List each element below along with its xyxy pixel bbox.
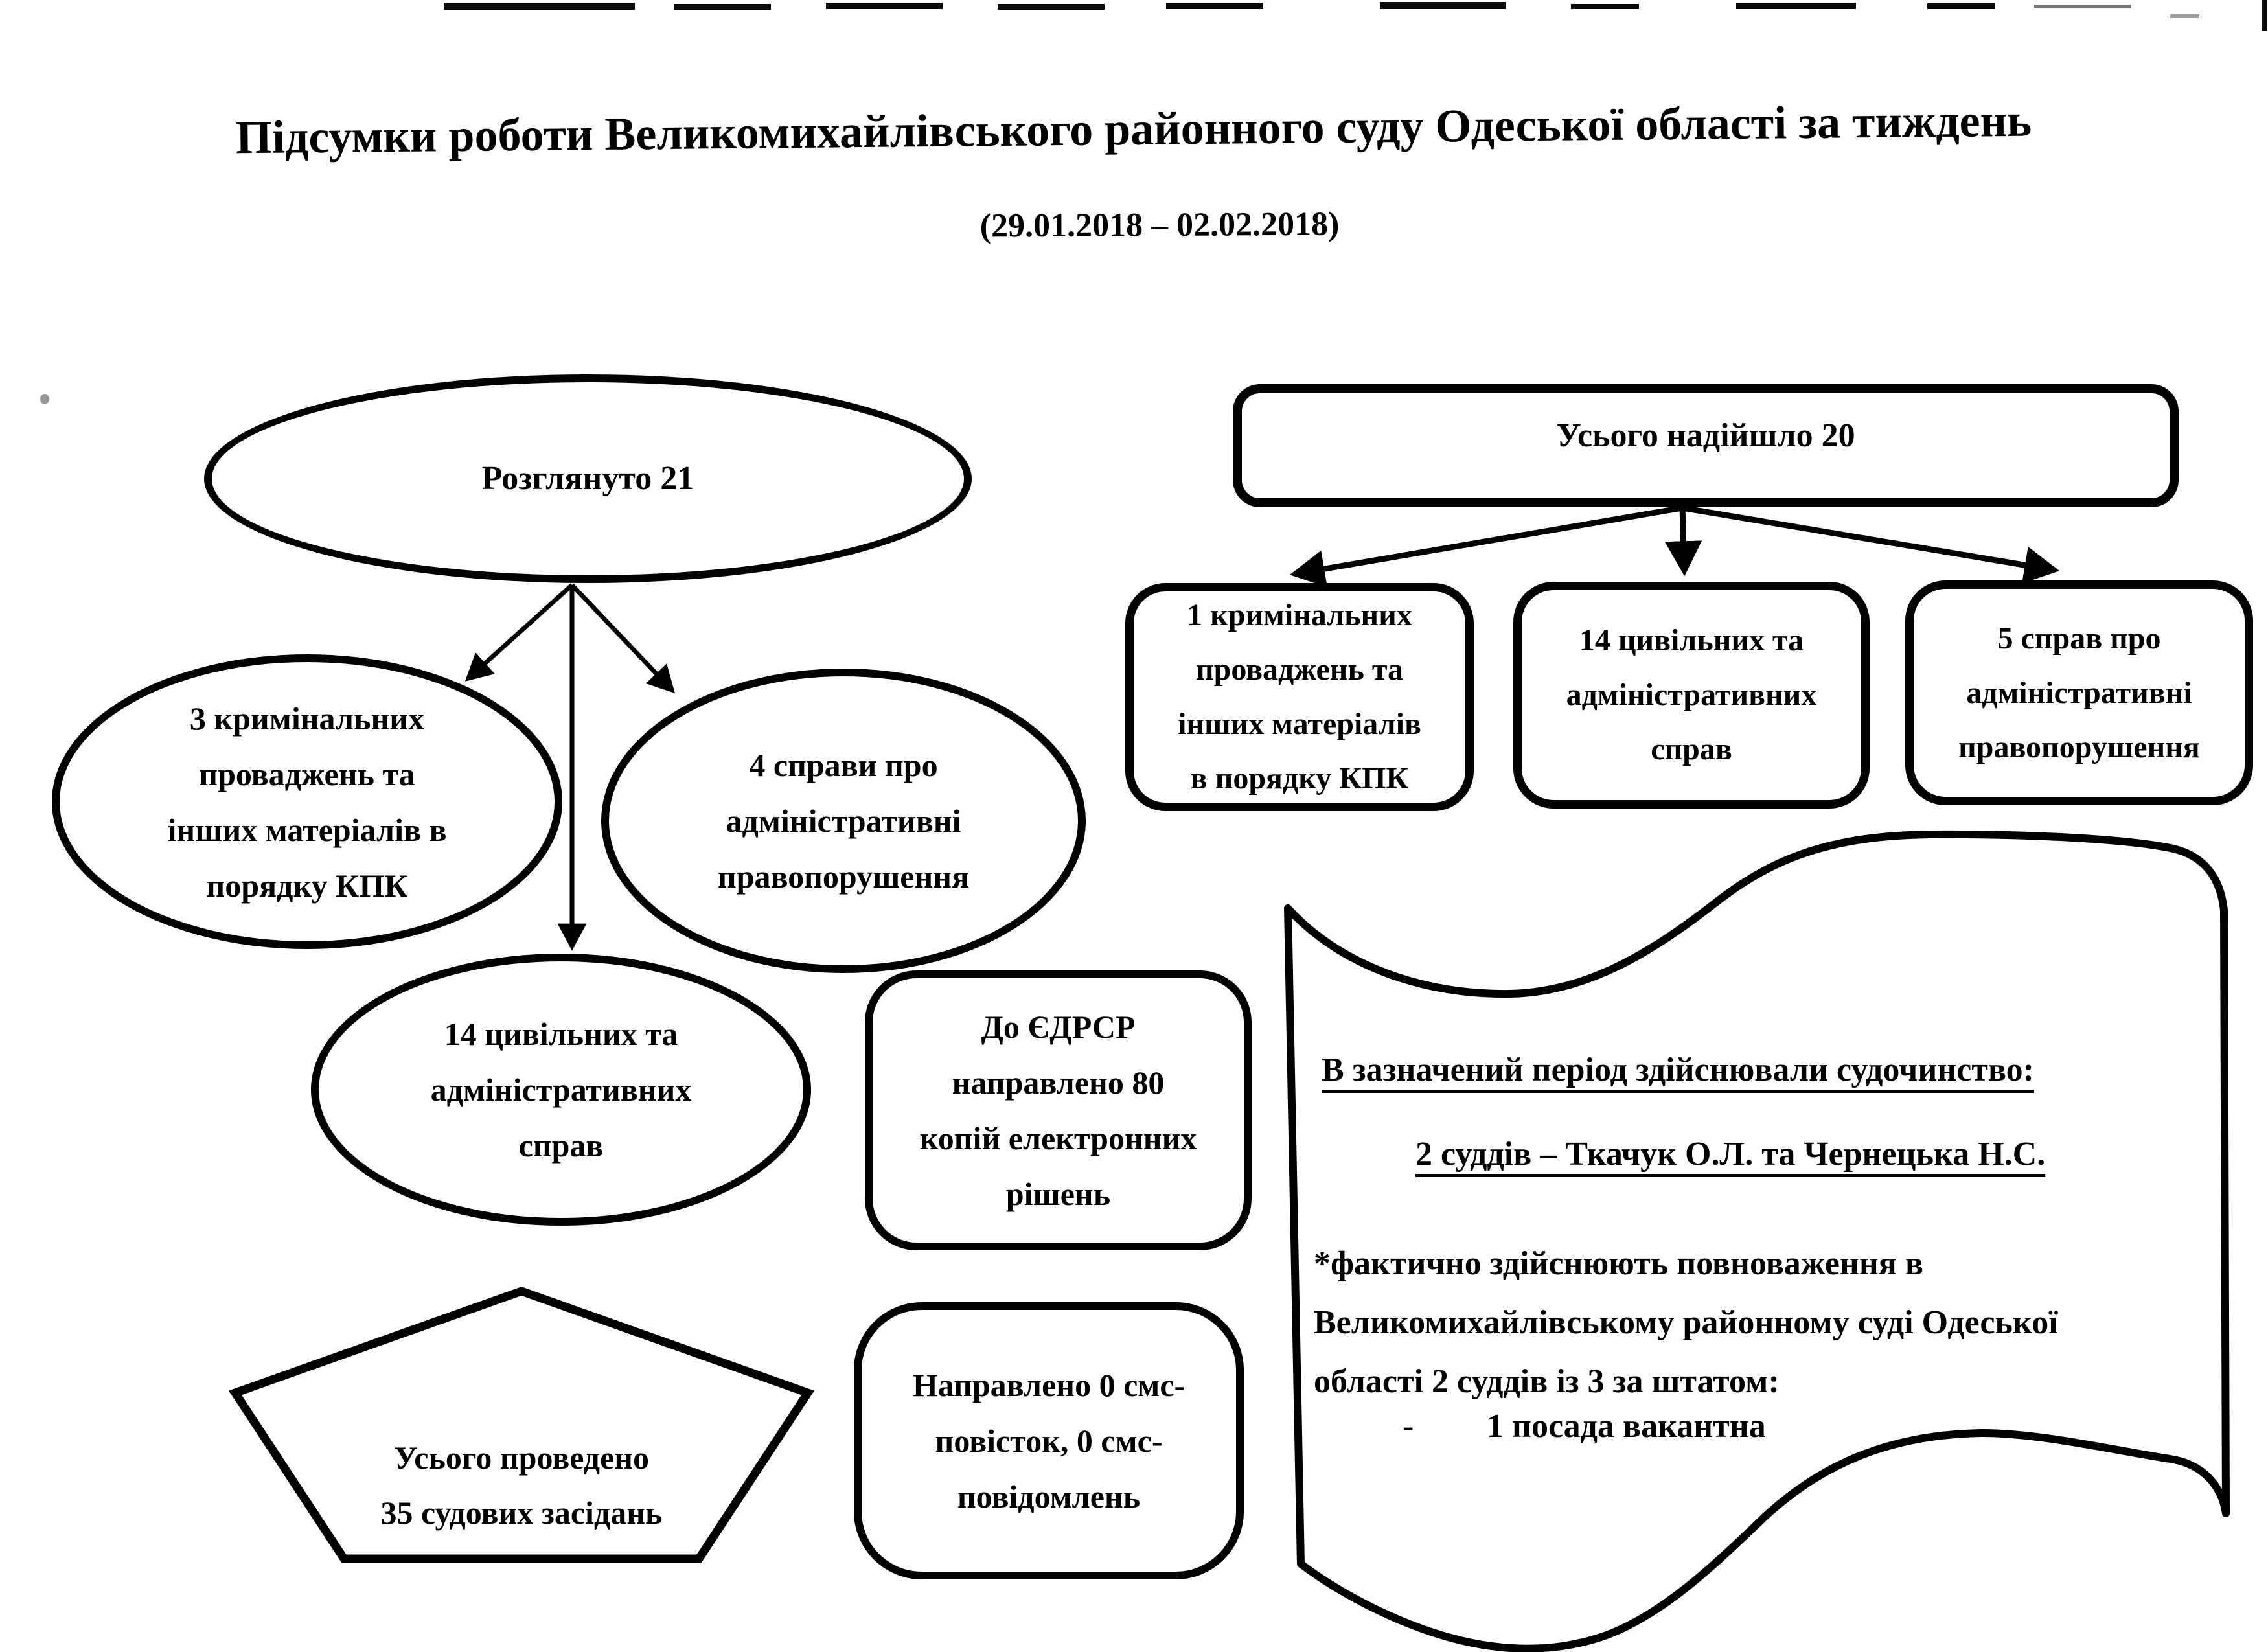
- label-line: інших матеріалів: [1178, 707, 1421, 741]
- scan-artifact: [2262, 0, 2267, 31]
- incoming-criminal-box: [1125, 583, 1474, 811]
- label-line: адміністративні: [726, 803, 961, 839]
- scan-artifact: [1166, 3, 1263, 9]
- arrow-incoming-to-admin-offenses: [1682, 508, 2055, 570]
- label-line: правопорушення: [717, 858, 970, 895]
- label-line: 14 цивільних та: [1579, 623, 1804, 658]
- sessions-label: [295, 1430, 748, 1541]
- label-line: справ: [1651, 732, 1732, 766]
- label-line: правопорушення: [1958, 729, 2200, 764]
- label-line: направлено 80: [952, 1064, 1165, 1101]
- scan-artifact: [2034, 5, 2131, 8]
- label-line: 14 цивільних та: [444, 1016, 678, 1052]
- label-line: Направлено 0 смс-: [912, 1367, 1186, 1403]
- scan-artifact: [444, 3, 635, 10]
- reviewed-civil-ellipse: [311, 954, 811, 1226]
- scan-artifact: [998, 4, 1105, 10]
- label-line: 4 справи про: [749, 747, 938, 783]
- label-line: 5 справ про: [1997, 621, 2161, 656]
- scan-artifact: [1571, 4, 1639, 9]
- incoming-total-box: [1233, 384, 2179, 507]
- label-line: справ: [518, 1127, 604, 1164]
- arrow-incoming-to-civil: [1682, 508, 1684, 571]
- incoming-total-label: Усього надійшло 20: [1556, 417, 1855, 455]
- label-line: адміністративних: [1566, 678, 1817, 712]
- incoming-admin-offenses-label: [1958, 612, 2200, 775]
- scan-artifact: [826, 3, 943, 9]
- label-line: копій електронних: [919, 1120, 1197, 1156]
- label-line: *фактично здійснюють повноваження в: [1314, 1245, 1924, 1282]
- incoming-civil-label: [1566, 614, 1817, 777]
- sms-box: [854, 1302, 1244, 1579]
- arrow-reviewed-to-criminal: [468, 585, 572, 679]
- label-line: 1 кримінальних: [1187, 598, 1412, 632]
- reviewed-criminal-ellipse: [52, 654, 562, 949]
- banner-vacancy-item: [1403, 1407, 1766, 1445]
- arrow-reviewed-to-admin-offenses: [572, 585, 672, 691]
- scan-artifact: [40, 394, 49, 404]
- label-line: проваджень та: [199, 755, 415, 792]
- label-line: рішень: [1005, 1176, 1111, 1212]
- label-line: області 2 суддів із 3 за штатом:: [1314, 1363, 1780, 1400]
- label-line: адміністративні: [1966, 675, 2192, 710]
- arrow-incoming-to-criminal: [1294, 508, 1682, 574]
- page-title: Підсумки роботи Великомихайлівського районного суду Одеської області за тиждень: [235, 94, 2032, 164]
- reviewed-admin-offenses-ellipse: [601, 669, 1086, 973]
- reviewed-total-label: Розглянуто 21: [481, 460, 694, 498]
- label-line: повідомлень: [957, 1478, 1141, 1515]
- scan-artifact: [1380, 2, 1506, 9]
- reviewed-civil-label: [431, 1006, 692, 1173]
- banner-heading: В зазначений період здійснювали судочинство:: [1322, 1051, 2034, 1088]
- bullet-marker: -: [1403, 1408, 1414, 1445]
- scan-artifact: [2170, 14, 2199, 18]
- label-line: 3 кримінальних: [189, 700, 425, 737]
- incoming-civil-box: [1513, 582, 1870, 809]
- scan-artifact: [674, 4, 771, 10]
- scan-artifact: [1927, 3, 1995, 9]
- banner-note: [1314, 1234, 2058, 1411]
- report-period: (29.01.2018 – 02.02.2018): [979, 205, 1340, 245]
- label-line: повісток, 0 смс-: [935, 1423, 1163, 1459]
- vacancy-text: 1 посада вакантна: [1487, 1408, 1766, 1445]
- scan-artifact: [1736, 3, 1856, 9]
- label-line: проваджень та: [1195, 652, 1404, 687]
- label-line: в порядку КПК: [1190, 761, 1409, 796]
- incoming-criminal-label: [1178, 588, 1421, 806]
- banner-judges: 2 суддів – Ткачук О.Л. та Чернецька Н.С.: [1415, 1136, 2046, 1173]
- incoming-admin-offenses-box: [1905, 580, 2253, 805]
- label-line: До ЄДРСР: [981, 1009, 1136, 1045]
- edrsr-box: [865, 970, 1252, 1250]
- sms-label: [913, 1357, 1185, 1524]
- reviewed-criminal-label: [168, 691, 447, 913]
- label-line: 35 судових засідань: [380, 1495, 663, 1531]
- label-line: Усього проведено: [393, 1440, 650, 1476]
- reviewed-admin-offenses-label: [718, 737, 969, 904]
- edrsr-label: [920, 999, 1197, 1222]
- label-line: адміністративних: [430, 1072, 692, 1108]
- label-line: інших матеріалів в: [167, 811, 447, 848]
- label-line: Великомихайлівському районному суді Одеської: [1314, 1304, 2058, 1341]
- label-line: порядку КПК: [206, 867, 408, 904]
- reviewed-total-ellipse: [204, 374, 972, 583]
